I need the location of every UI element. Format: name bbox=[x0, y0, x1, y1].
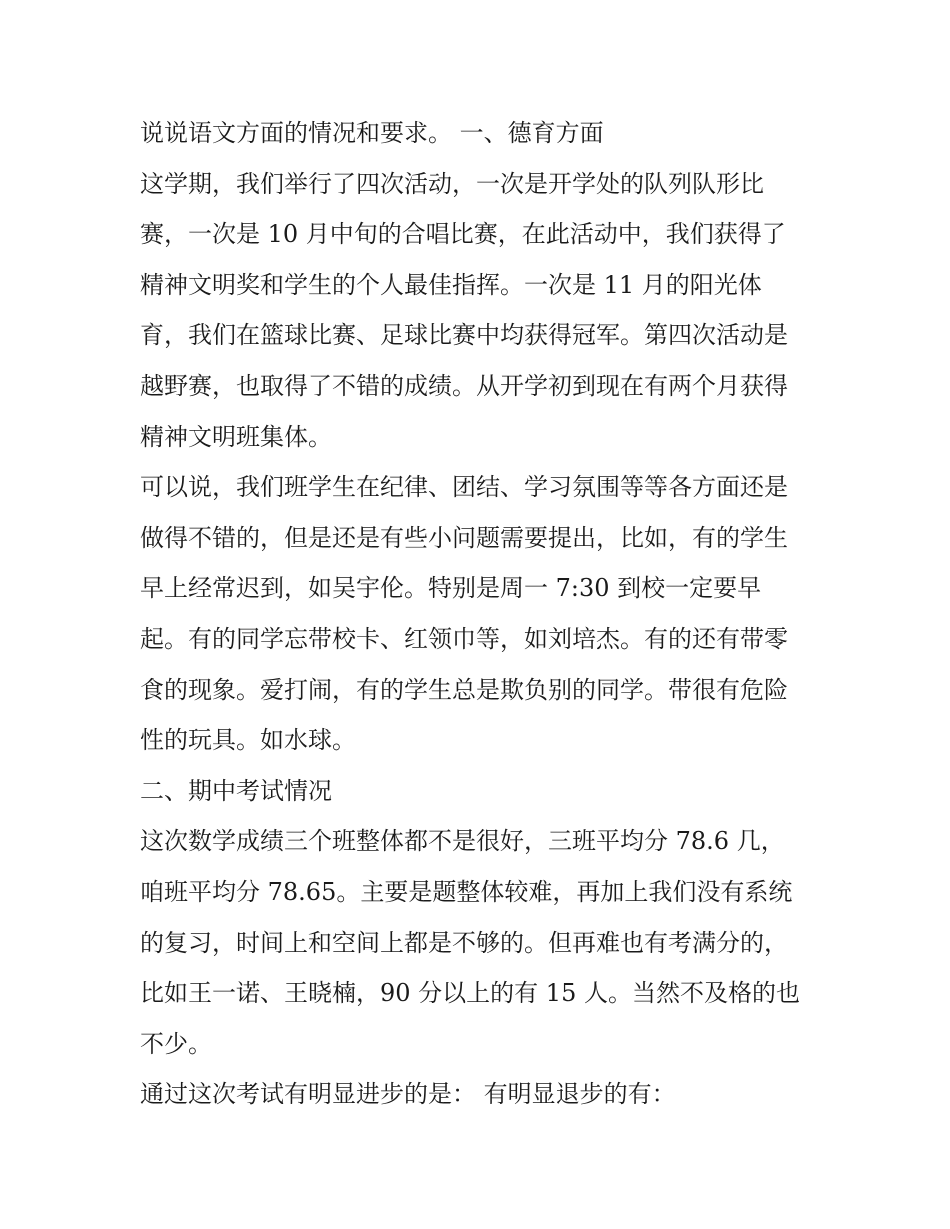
text-line: 这次数学成绩三个班整体都不是很好，三班平均分 78.6 几， bbox=[140, 827, 785, 856]
text-line: 通过这次考试有明显进步的是： 有明显退步的有： bbox=[140, 1080, 676, 1109]
text-line: 精神文明班集体。 bbox=[140, 422, 332, 451]
text-line: 的复习，时间上和空间上都是不够的。但再难也有考满分的， bbox=[140, 928, 788, 957]
text-line: 早上经常迟到，如吴宇伦。特别是周一 7:30 到校一定要早 bbox=[140, 574, 762, 603]
text-line: 咱班平均分 78.65。主要是题整体较难，再加上我们没有系统 bbox=[140, 877, 793, 906]
text-line: 比如王一诺、王晓楠，90 分以上的有 15 人。当然不及格的也 bbox=[140, 979, 800, 1008]
document-body bbox=[140, 108, 830, 1120]
text-line: 赛，一次是 10 月中旬的合唱比赛，在此活动中，我们获得了 bbox=[140, 220, 786, 249]
text-line: 说说语文方面的情况和要求。 一、德育方面 bbox=[140, 119, 604, 147]
text-line: 精神文明奖和学生的个人最佳指挥。一次是 11 月的阳光体 bbox=[140, 270, 762, 299]
text-line: 不少。 bbox=[140, 1029, 212, 1058]
text-line: 食的现象。爱打闹，有的学生总是欺负别的同学。带很有危险 bbox=[140, 675, 788, 704]
text-line: 这学期，我们举行了四次活动，一次是开学处的队列队形比 bbox=[140, 169, 764, 198]
section-heading: 二、期中考试情况 bbox=[140, 776, 332, 805]
text-line: 越野赛，也取得了不错的成绩。从开学初到现在有两个月获得 bbox=[140, 371, 788, 400]
text-line: 可以说，我们班学生在纪律、团结、学习氛围等等各方面还是 bbox=[140, 473, 788, 502]
text-line: 做得不错的，但是还是有些小问题需要提出，比如，有的学生 bbox=[140, 523, 788, 552]
text-line: 育，我们在篮球比赛、足球比赛中均获得冠军。第四次活动是 bbox=[140, 321, 788, 350]
text-line: 起。有的同学忘带校卡、红领巾等，如刘培杰。有的还有带零 bbox=[140, 624, 788, 653]
text-line: 性的玩具。如水球。 bbox=[140, 726, 356, 755]
